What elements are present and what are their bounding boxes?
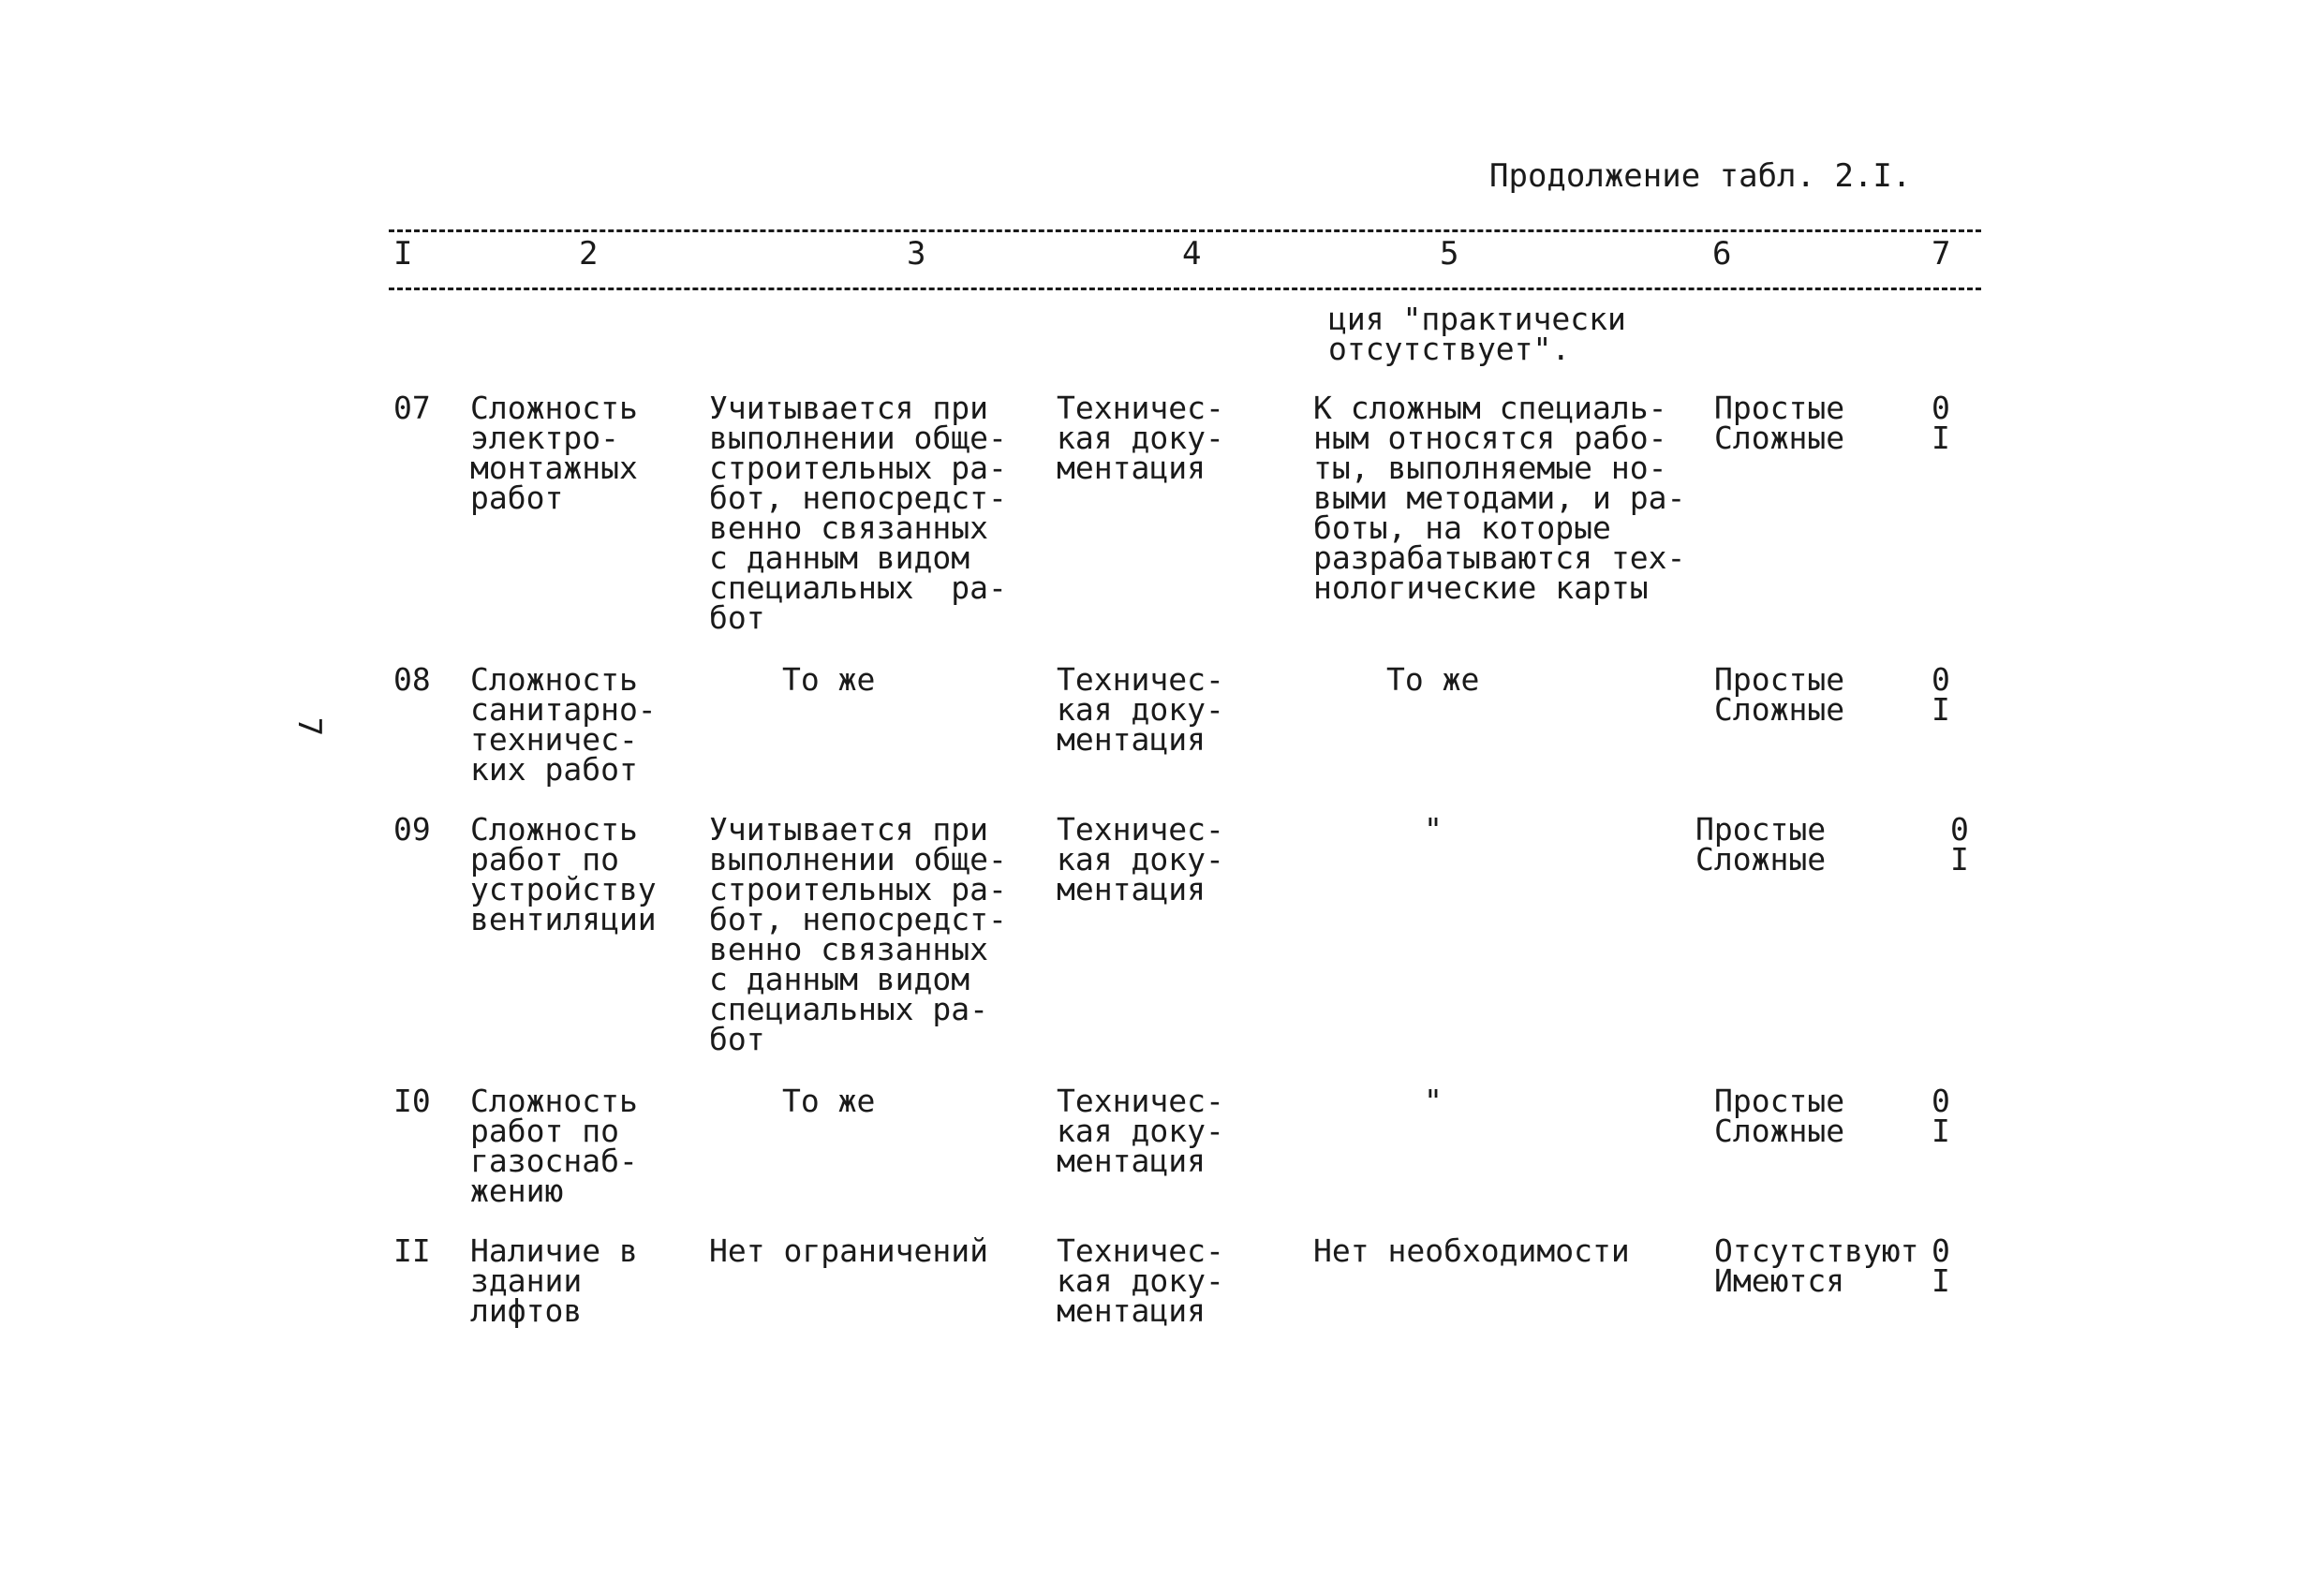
table-caption: Продолжение табл. 2.I.	[1489, 157, 1912, 195]
indicator-note: Учитывается при выполнении обще- строительных ра- бот, непосредст- венно связанных с данным видом специальных ра- бот	[709, 811, 1007, 1057]
indicator-name: Сложность электро- монтажных работ	[470, 390, 638, 516]
header-bottom-rule	[389, 288, 1981, 290]
row-number: 08	[393, 661, 431, 698]
indicator-codes: 0 I	[1932, 390, 1950, 456]
indicator-comment: К сложным специаль- ным относятся рабо- ты, выполняемые но- выми методами, и ра- боты, на которые разрабатываются тех- нологические карты	[1313, 390, 1686, 606]
indicator-name: Сложность санитарно- техничес- ких работ	[470, 661, 657, 788]
indicator-name: Наличие в здании лифтов	[470, 1232, 638, 1329]
indicator-comment: Нет необходимости	[1313, 1232, 1630, 1269]
row-number: 07	[393, 390, 431, 426]
indicator-note: То же	[782, 1083, 876, 1119]
indicator-values: Простые Сложные	[1695, 811, 1827, 878]
indicator-source: Техничес- кая доку- ментация	[1057, 1083, 1224, 1179]
row-number: I0	[393, 1083, 431, 1119]
indicator-values: Простые Сложные	[1714, 390, 1845, 456]
indicator-name: Сложность работ по газоснаб- жению	[470, 1083, 638, 1209]
indicator-codes: 0 I	[1932, 1232, 1950, 1299]
header-col-1: I	[393, 235, 413, 273]
indicator-codes: 0 I	[1932, 1083, 1950, 1149]
indicator-note: Учитывается при выполнении обще- строительных ра- бот, непосредст- венно связанных с данным видом специальных ра- бот	[709, 390, 1007, 636]
indicator-source: Техничес- кая доку- ментация	[1057, 1232, 1224, 1329]
indicator-values: Отсутствуют Имеются	[1714, 1232, 1919, 1299]
header-col-2: 2	[579, 235, 599, 273]
indicator-comment: "	[1424, 1083, 1443, 1119]
page-number: 7	[290, 716, 329, 737]
header-top-rule	[389, 229, 1981, 232]
header-col-5: 5	[1440, 235, 1459, 273]
indicator-comment: "	[1424, 811, 1443, 848]
indicator-source: Техничес- кая доку- ментация	[1057, 390, 1224, 486]
indicator-name: Сложность работ по устройству вентиляции	[470, 811, 657, 937]
continuation-text: ция "практически отсутствует".	[1328, 301, 1626, 367]
indicator-source: Техничес- кая доку- ментация	[1057, 661, 1224, 758]
indicator-values: Простые Сложные	[1714, 1083, 1845, 1149]
row-number: II	[393, 1232, 431, 1269]
indicator-note: То же	[782, 661, 876, 698]
indicator-codes: 0 I	[1950, 811, 1969, 878]
indicator-codes: 0 I	[1932, 661, 1950, 728]
row-number: 09	[393, 811, 431, 848]
indicator-comment: То же	[1386, 661, 1480, 698]
indicator-source: Техничес- кая доку- ментация	[1057, 811, 1224, 907]
header-col-6: 6	[1712, 235, 1732, 273]
header-col-3: 3	[907, 235, 926, 273]
indicator-note: Нет ограничений	[709, 1232, 989, 1269]
indicator-values: Простые Сложные	[1714, 661, 1845, 728]
header-col-4: 4	[1182, 235, 1202, 273]
header-col-7: 7	[1932, 235, 1951, 273]
